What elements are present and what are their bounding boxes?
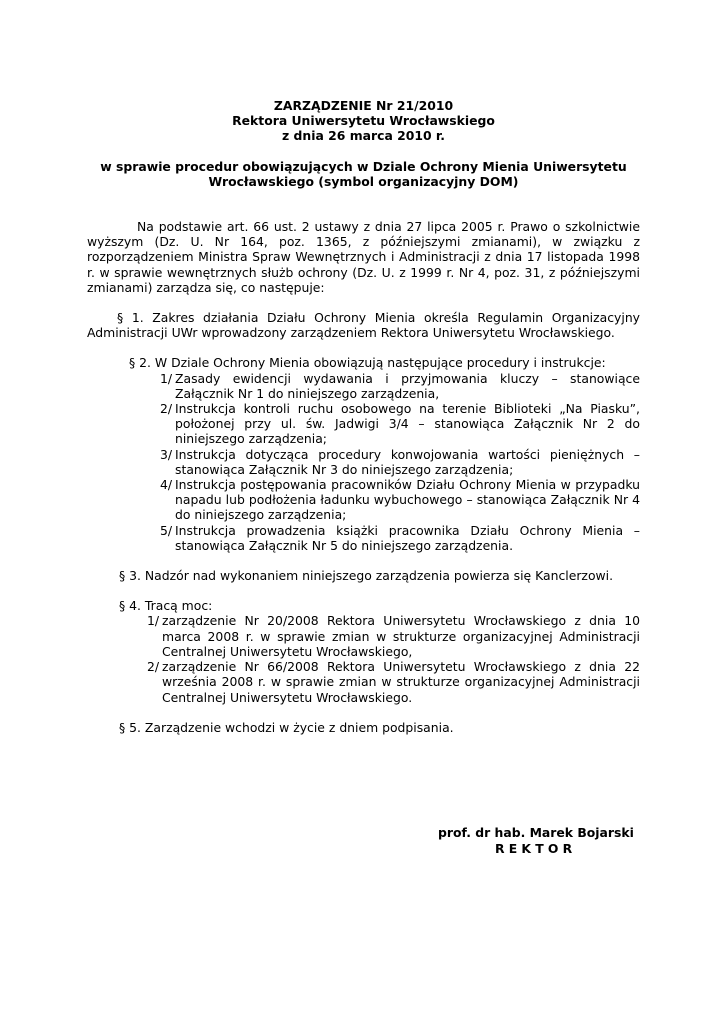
repealed-list <box>119 613 640 704</box>
list-item-text: Instrukcja dotycząca procedury konwojowania wartości pieniężnych – stanowiąca Załącznik Nr 3 do niniejszego zarządzenia; <box>175 446 640 477</box>
preamble-paragraph: Na podstawie art. 66 ust. 2 ustawy z dnia 27 lipca 2005 r. Prawo o szkolnictwie wyższym (Dz. U. Nr 164, poz. 1365, z późniejszymi zmianami), w związku z rozporządzeniem Ministra Spraw Wewnętrznych i Administracji z dnia 17 listopada 1998 r. w sprawie wewnętrznych służb ochrony (Dz. U. z 1999 r. Nr 4, poz. 31, z późniejszymi zmianami) zarządza się, co następuje: <box>87 219 640 295</box>
list-item <box>129 523 640 553</box>
list-item-number: 4/ <box>159 477 172 493</box>
signature-block <box>438 825 634 857</box>
procedures-list <box>129 371 640 553</box>
document-date: z dnia 26 marca 2010 r. <box>282 128 445 144</box>
list-item-number: 3/ <box>159 446 172 462</box>
list-item <box>129 447 640 477</box>
paragraph-3: § 3. Nadzór nad wykonaniem niniejszego zarządzenia powierza się Kanclerzowi. <box>119 568 614 584</box>
list-item-number: 1/ <box>146 613 159 629</box>
paragraph-1: § 1. Zakres działania Działu Ochrony Mienia określa Regulamin Organizacyjny Administracji UWr wprowadzony zarządzeniem Rektora Uniwersytetu Wrocławskiego. <box>87 310 640 341</box>
list-item <box>119 613 640 659</box>
subject-line-1: w sprawie procedur obowiązujących w Dziale Ochrony Mienia Uniwersytetu <box>100 158 627 174</box>
document-issuer: Rektora Uniwersytetu Wrocławskiego <box>232 113 495 129</box>
list-item-number: 1/ <box>159 370 172 386</box>
signatory-role: REKTOR <box>495 841 577 856</box>
paragraph-2 <box>87 355 640 553</box>
list-item-text: zarządzenie Nr 20/2008 Rektora Uniwersytetu Wrocławskiego z dnia 10 marca 2008 r. w sprawie zmian w strukturze organizacyjnej Administracji Centralnej Uniwersytetu Wrocławskiego, <box>162 613 640 659</box>
list-item-number: 2/ <box>159 401 172 417</box>
paragraph-5: § 5. Zarządzenie wchodzi w życie z dniem podpisania. <box>119 719 454 735</box>
document-body <box>87 98 640 735</box>
list-item-number: 5/ <box>159 522 172 538</box>
list-item-text: Zasady ewidencji wydawania i przyjmowania kluczy – stanowiące Załącznik Nr 1 do niniejszego zarządzenia, <box>175 370 640 401</box>
list-item-text: Instrukcja prowadzenia książki pracownika Działu Ochrony Mienia – stanowiąca Załącznik Nr 5 do niniejszego zarządzenia. <box>175 522 640 553</box>
signatory-name: prof. dr hab. Marek Bojarski <box>438 825 634 840</box>
subject-line-2: Wrocławskiego (symbol organizacyjny DOM) <box>208 173 519 189</box>
list-item <box>129 401 640 447</box>
paragraph-4-intro: § 4. Tracą moc: <box>119 598 213 614</box>
document-title: ZARZĄDZENIE Nr 21/2010 <box>273 98 454 113</box>
document-subject <box>87 159 640 189</box>
list-item-text: zarządzenie Nr 66/2008 Rektora Uniwersytetu Wrocławskiego z dnia 22 września 2008 r. w sprawie zmian w strukturze organizacyjnej Administracji Centralnej Uniwersytetu Wrocławskiego. <box>162 659 640 705</box>
list-item-text: Instrukcja postępowania pracowników Działu Ochrony Mienia w przypadku napadu lub podłożenia ładunku wybuchowego – stanowiąca Załącznik Nr 4 do niniejszego zarządzenia; <box>175 477 640 523</box>
list-item <box>119 659 640 705</box>
paragraph-2-intro: § 2. W Dziale Ochrony Mienia obowiązują następujące procedury i instrukcje: <box>129 355 606 371</box>
list-item-text: Instrukcja kontroli ruchu osobowego na terenie Biblioteki „Na Piasku”, położonej przy ul. św. Jadwigi 3/4 – stanowiąca Załącznik Nr 2 do niniejszego zarządzenia; <box>175 401 640 447</box>
document-header <box>87 98 640 144</box>
list-item <box>129 477 640 523</box>
list-item-number: 2/ <box>146 659 159 675</box>
list-item <box>129 371 640 401</box>
paragraph-4 <box>87 598 640 704</box>
